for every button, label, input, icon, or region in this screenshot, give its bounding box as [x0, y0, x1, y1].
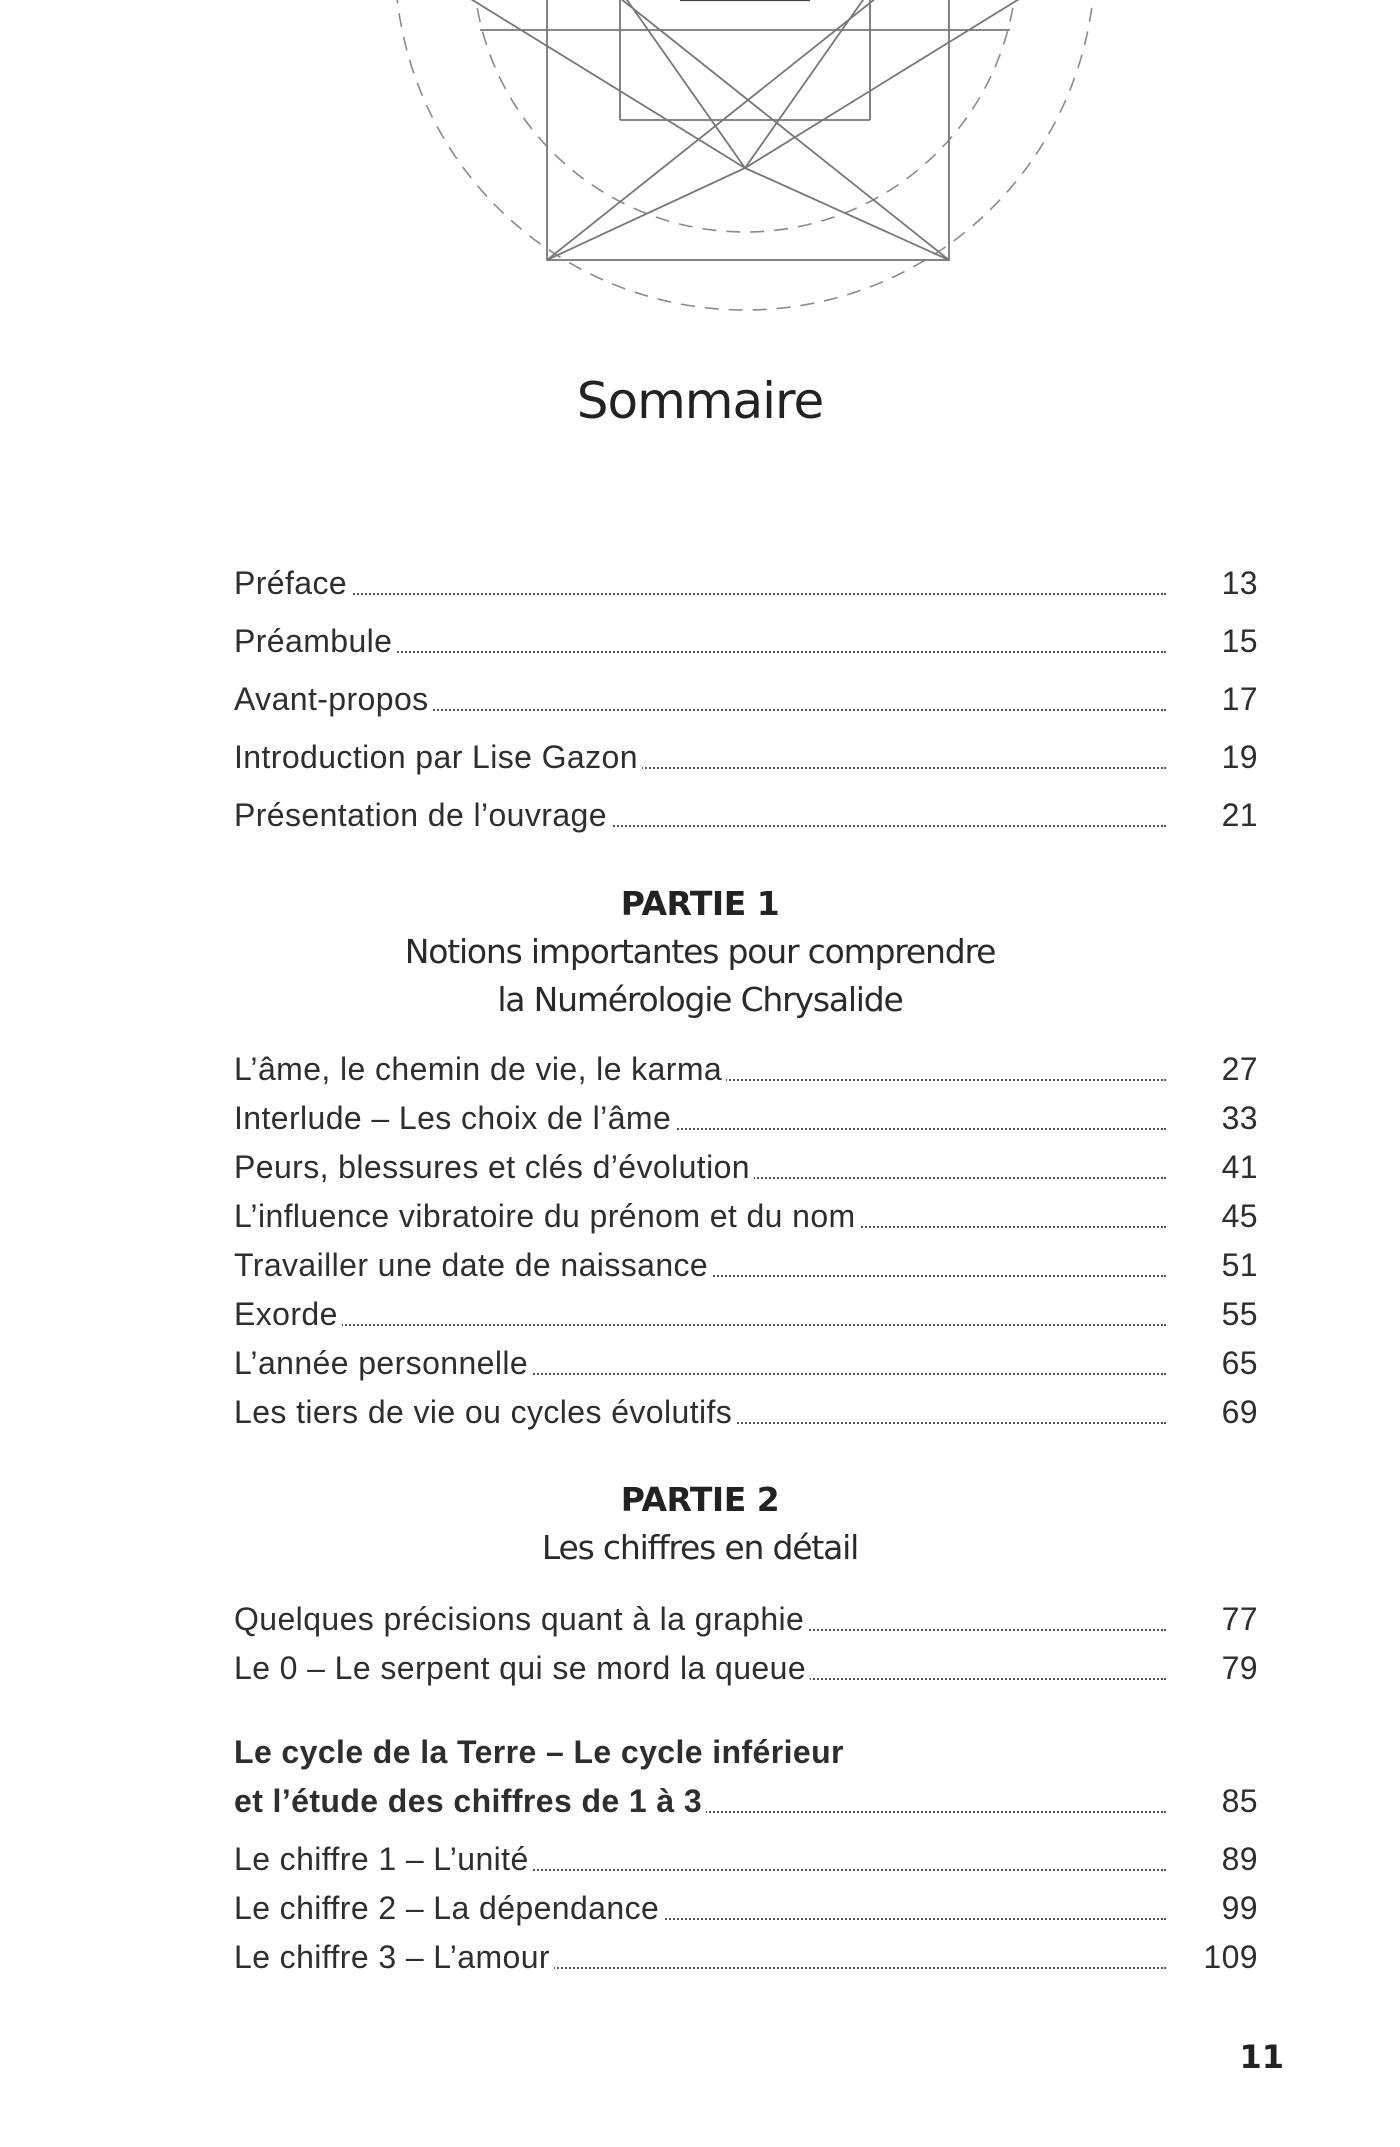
part-1-subtitle-line-1: Notions importantes pour comprendre: [404, 932, 996, 971]
toc-entry-page: 41: [1221, 1149, 1258, 1185]
part-2-subtitle: Les chiffres en détail: [541, 1528, 859, 1567]
toc-entry-page: 13: [1221, 565, 1258, 601]
toc-entry-page: 55: [1221, 1296, 1258, 1332]
toc-entry: [234, 1834, 1258, 1884]
toc-entry-page: 51: [1221, 1247, 1258, 1283]
toc-entry-label: Le chiffre 2 – La dépendance: [234, 1890, 663, 1926]
toc-entry-page: 27: [1221, 1051, 1258, 1087]
toc-entry: [234, 674, 1258, 724]
toc-entry: [234, 1387, 1258, 1437]
toc-entry: [234, 1643, 1258, 1693]
toc-entry-page: 65: [1221, 1345, 1258, 1381]
geometric-ornament: [0, 0, 1400, 330]
toc-entry-label: et l’étude des chiffres de 1 à 3: [234, 1783, 706, 1819]
toc-entry: [234, 558, 1258, 608]
toc-entry-page: 19: [1221, 739, 1258, 775]
toc-entry: [234, 1594, 1258, 1644]
toc-entry-label: Interlude – Les choix de l’âme: [234, 1100, 675, 1136]
toc-entry-label: Préface: [234, 565, 351, 601]
toc-entry: [234, 1093, 1258, 1143]
toc-entry-label: Travailler une date de naissance: [234, 1247, 712, 1283]
toc-entry-label: L’influence vibratoire du prénom et du nom: [234, 1198, 860, 1234]
toc-entry-label: Les tiers de vie ou cycles évolutifs: [234, 1394, 736, 1430]
toc-entry: [234, 616, 1258, 666]
toc-entry: [234, 1883, 1258, 1933]
toc-entry-label: Le chiffre 1 – L’unité: [234, 1841, 533, 1877]
toc-entry-label: Préambule: [234, 623, 396, 659]
part-2-heading: PARTIE 2: [620, 1480, 780, 1519]
square-frame: [547, 0, 949, 260]
toc-entry-label: Le chiffre 3 – L’amour: [234, 1939, 554, 1975]
part-1-heading: PARTIE 1: [620, 884, 780, 923]
toc-entry-page: 69: [1221, 1394, 1258, 1430]
toc-entry: [234, 1142, 1258, 1192]
toc-entry-page: 109: [1203, 1939, 1258, 1975]
toc-entry: [234, 1240, 1258, 1290]
toc-entry-label: Quelques précisions quant à la graphie: [234, 1601, 808, 1637]
toc-entry: [234, 1932, 1258, 1982]
toc-entry-page: 99: [1221, 1890, 1258, 1926]
toc-entry-label: Peurs, blessures et clés d’évolution: [234, 1149, 754, 1185]
part-1-subtitle-line-2: la Numérologie Chrysalide: [497, 980, 903, 1019]
toc-entry-label: L’âme, le chemin de vie, le karma: [234, 1051, 726, 1087]
outer-dashed-circle: [395, 0, 1095, 310]
toc-entry: [234, 732, 1258, 782]
toc-entry: [234, 1776, 1258, 1826]
toc-entry-label: L’année personnelle: [234, 1345, 532, 1381]
toc-entry-page: 79: [1221, 1650, 1258, 1686]
toc-entry-page: 89: [1221, 1841, 1258, 1877]
toc-entry: [234, 1338, 1258, 1388]
toc-entry-page: 21: [1221, 797, 1258, 833]
page-number: 11: [1239, 2038, 1284, 2076]
toc-entry: [234, 1044, 1258, 1094]
cycle-heading-line-1: Le cycle de la Terre – Le cycle inférieur: [234, 1734, 844, 1770]
toc-entry-page: 17: [1221, 681, 1258, 717]
page-title: Sommaire: [576, 372, 824, 430]
toc-entry-label: Avant-propos: [234, 681, 433, 717]
toc-entry-label: Introduction par Lise Gazon: [234, 739, 642, 775]
toc-entry-page: 33: [1221, 1100, 1258, 1136]
toc-entry-label: Exorde: [234, 1296, 342, 1332]
toc-entry: [234, 1191, 1258, 1241]
toc-entry-label: Présentation de l’ouvrage: [234, 797, 611, 833]
toc-entry-label: Le 0 – Le serpent qui se mord la queue: [234, 1650, 810, 1686]
toc-entry-page: 45: [1221, 1198, 1258, 1234]
toc-entry: [234, 790, 1258, 840]
toc-entry-page: 15: [1221, 623, 1258, 659]
inner-dashed-circle: [473, 0, 1017, 232]
toc-entry-page: 77: [1221, 1601, 1258, 1637]
toc-entry-page: 85: [1221, 1783, 1258, 1819]
toc-entry: [234, 1289, 1258, 1339]
